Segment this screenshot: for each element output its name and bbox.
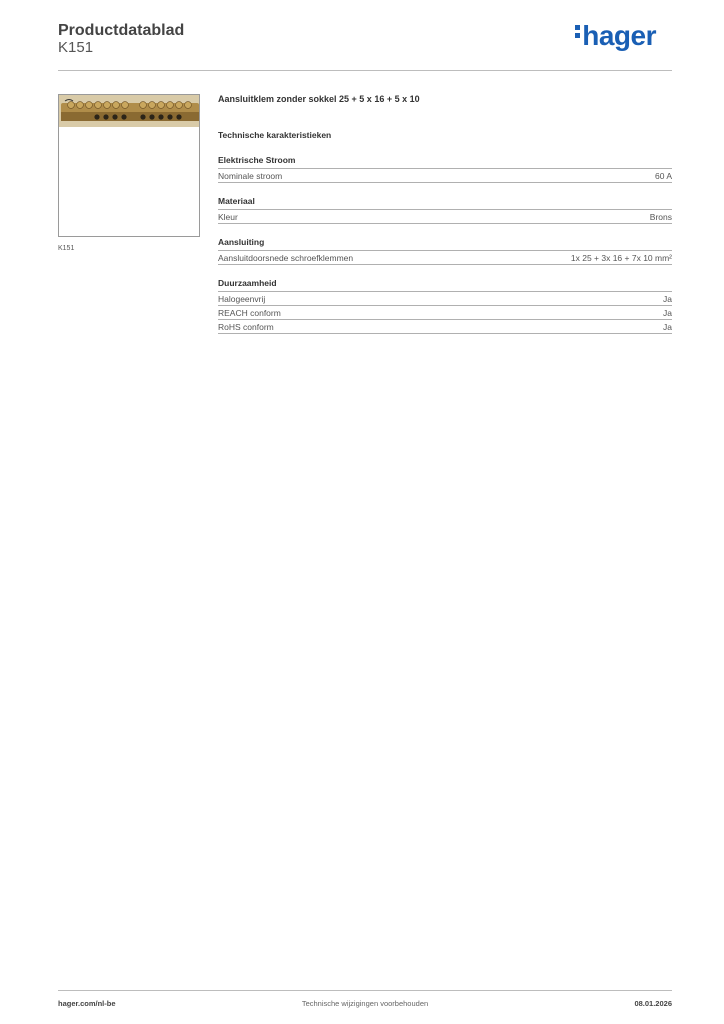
spec-value: Ja — [663, 294, 672, 304]
spec-row — [218, 251, 672, 265]
footer-date: 08.01.2026 — [634, 999, 672, 1008]
logo-text: hager — [582, 20, 656, 51]
spec-value: 1x 25 + 3x 16 + 7x 10 mm² — [570, 253, 672, 263]
product-photo — [58, 94, 200, 237]
hager-logo — [575, 20, 656, 52]
spec-value: Ja — [663, 322, 672, 332]
spec-row — [218, 169, 672, 183]
group-title: Elektrische Stroom — [218, 154, 672, 169]
spec-row — [218, 292, 672, 306]
spec-content — [218, 92, 672, 334]
spec-row — [218, 210, 672, 224]
spec-label: RoHS conform — [218, 322, 274, 332]
spec-label: Aansluitdoorsnede schroefklemmen — [218, 253, 354, 263]
spec-value: Brons — [649, 212, 672, 222]
spec-row — [218, 306, 672, 320]
page-footer — [58, 990, 672, 1008]
spec-label: Kleur — [218, 212, 238, 222]
spec-label: Halogeenvrij — [218, 294, 266, 304]
spec-group — [218, 154, 672, 183]
group-title: Materiaal — [218, 195, 672, 210]
product-name: Aansluitklem zonder sokkel 25 + 5 x 16 + 5 x 10 — [218, 94, 420, 104]
spec-value: Ja — [663, 308, 672, 318]
section-title: Technische karakteristieken — [218, 130, 332, 140]
footer-note: Technische wijzigingen voorbehouden — [301, 999, 429, 1008]
logo-dots-icon — [575, 22, 580, 41]
spec-label: Nominale stroom — [218, 171, 283, 181]
group-title: Aansluiting — [218, 236, 672, 251]
photo-caption: K151 — [58, 245, 75, 252]
footer-url: hager.com/nl-be — [58, 999, 116, 1008]
spec-value: 60 A — [654, 171, 672, 181]
spec-group — [218, 277, 672, 334]
brass-terminal-block-photo-icon — [59, 95, 200, 237]
spec-label: REACH conform — [218, 308, 281, 318]
product-code: K151 — [58, 39, 94, 56]
group-title: Duurzaamheid — [218, 277, 672, 292]
page-header — [58, 20, 672, 71]
spec-group — [218, 195, 672, 224]
spec-group — [218, 236, 672, 265]
document-title: Productdatablad — [58, 22, 185, 39]
spec-row — [218, 320, 672, 334]
